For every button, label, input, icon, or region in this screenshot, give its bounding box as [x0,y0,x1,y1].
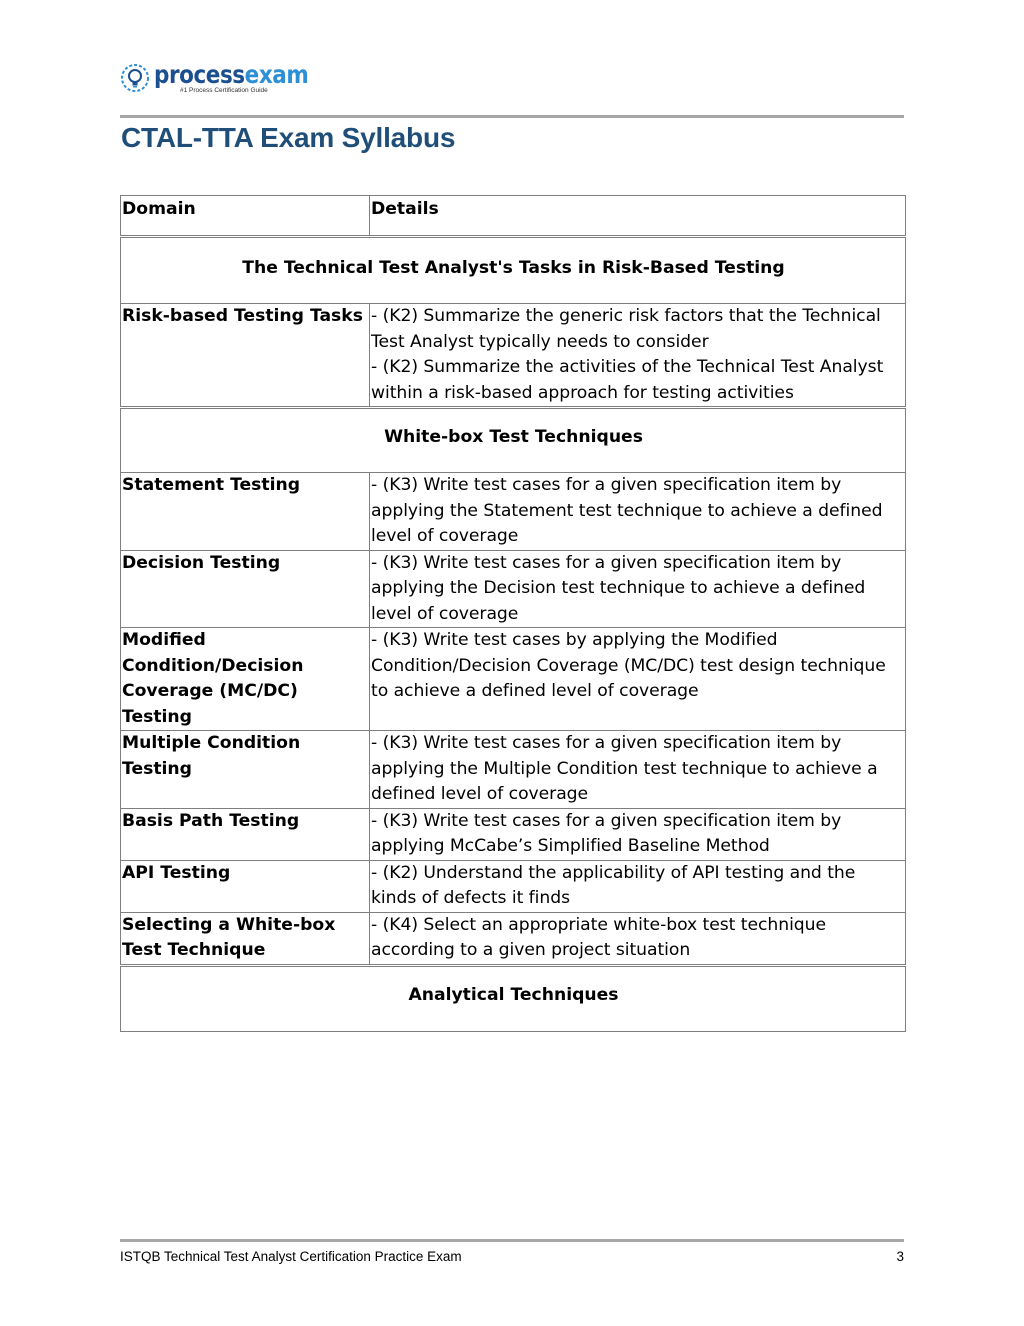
detail-line: - (K2) Understand the applicability of API testing and the kinds of defects it finds [371,862,856,908]
detail-line: - (K3) Write test cases for a given specification item by applying McCabe’s Simplified Baseline Method [371,810,842,856]
footer-text: ISTQB Technical Test Analyst Certification Practice Exam [120,1249,462,1264]
detail-line: - (K3) Write test cases for a given specification item by applying the Multiple Condition test technique to achieve a defined level of coverage [371,733,878,804]
table-row [121,912,906,965]
detail-line: - (K2) Summarize the activities of the Technical Test Analyst within a risk-based approach for testing activities [371,357,884,403]
details-cell [370,808,906,860]
page-number: 3 [896,1249,904,1264]
table-row [121,304,906,408]
domain-cell: Basis Path Testing [121,808,370,860]
details-cell [370,860,906,912]
details-cell [370,550,906,628]
section-heading-row [121,237,906,304]
detail-line: - (K4) Select an appropriate white-box test technique according to a given project situation [371,914,827,960]
domain-cell: Modified Condition/Decision Coverage (MC/DC) Testing [121,628,370,731]
domain-cell: Selecting a White-box Test Technique [121,912,370,965]
domain-cell: Statement Testing [121,473,370,551]
footer-divider [120,1239,904,1242]
section-heading: White-box Test Techniques [121,408,906,473]
details-cell [370,628,906,731]
logo-tagline: #1 Process Certification Guide [180,86,268,94]
domain-cell: Multiple Condition Testing [121,731,370,809]
detail-line: - (K2) Summarize the generic risk factors that the Technical Test Analyst typically needs to consider [371,306,881,352]
column-header-details: Details [370,196,906,237]
domain-cell: Decision Testing [121,550,370,628]
details-cell [370,304,906,408]
section-heading: Analytical Techniques [121,965,906,1031]
section-heading: The Technical Test Analyst's Tasks in Risk-Based Testing [121,237,906,304]
syllabus-table [120,195,906,1032]
table-row [121,628,906,731]
details-cell [370,473,906,551]
page-title: CTAL-TTA Exam Syllabus [121,122,456,153]
table-header-row [121,196,906,237]
details-cell [370,731,906,809]
domain-cell: Risk-based Testing Tasks [121,304,370,408]
domain-cell: API Testing [121,860,370,912]
table-row [121,731,906,809]
header-divider [120,115,904,118]
details-cell [370,912,906,965]
table-row [121,473,906,551]
logo-word-exam: exam [244,59,309,89]
table-row [121,550,906,628]
logo-word-process: process [154,59,245,89]
lightbulb-gear-icon [120,63,150,93]
section-heading-row [121,408,906,473]
table-row [121,860,906,912]
table-row [121,808,906,860]
section-heading-row [121,965,906,1031]
detail-line: - (K3) Write test cases for a given specification item by applying the Decision test technique to achieve a defined level of coverage [371,552,866,624]
detail-line: - (K3) Write test cases by applying the Modified Condition/Decision Coverage (MC/DC) test design technique to achieve a defined level of coverage [371,630,886,701]
detail-line: - (K3) Write test cases for a given specification item by applying the Statement test technique to achieve a defined level of coverage [371,475,883,546]
processexam-logo [120,58,333,98]
column-header-domain: Domain [121,196,370,237]
